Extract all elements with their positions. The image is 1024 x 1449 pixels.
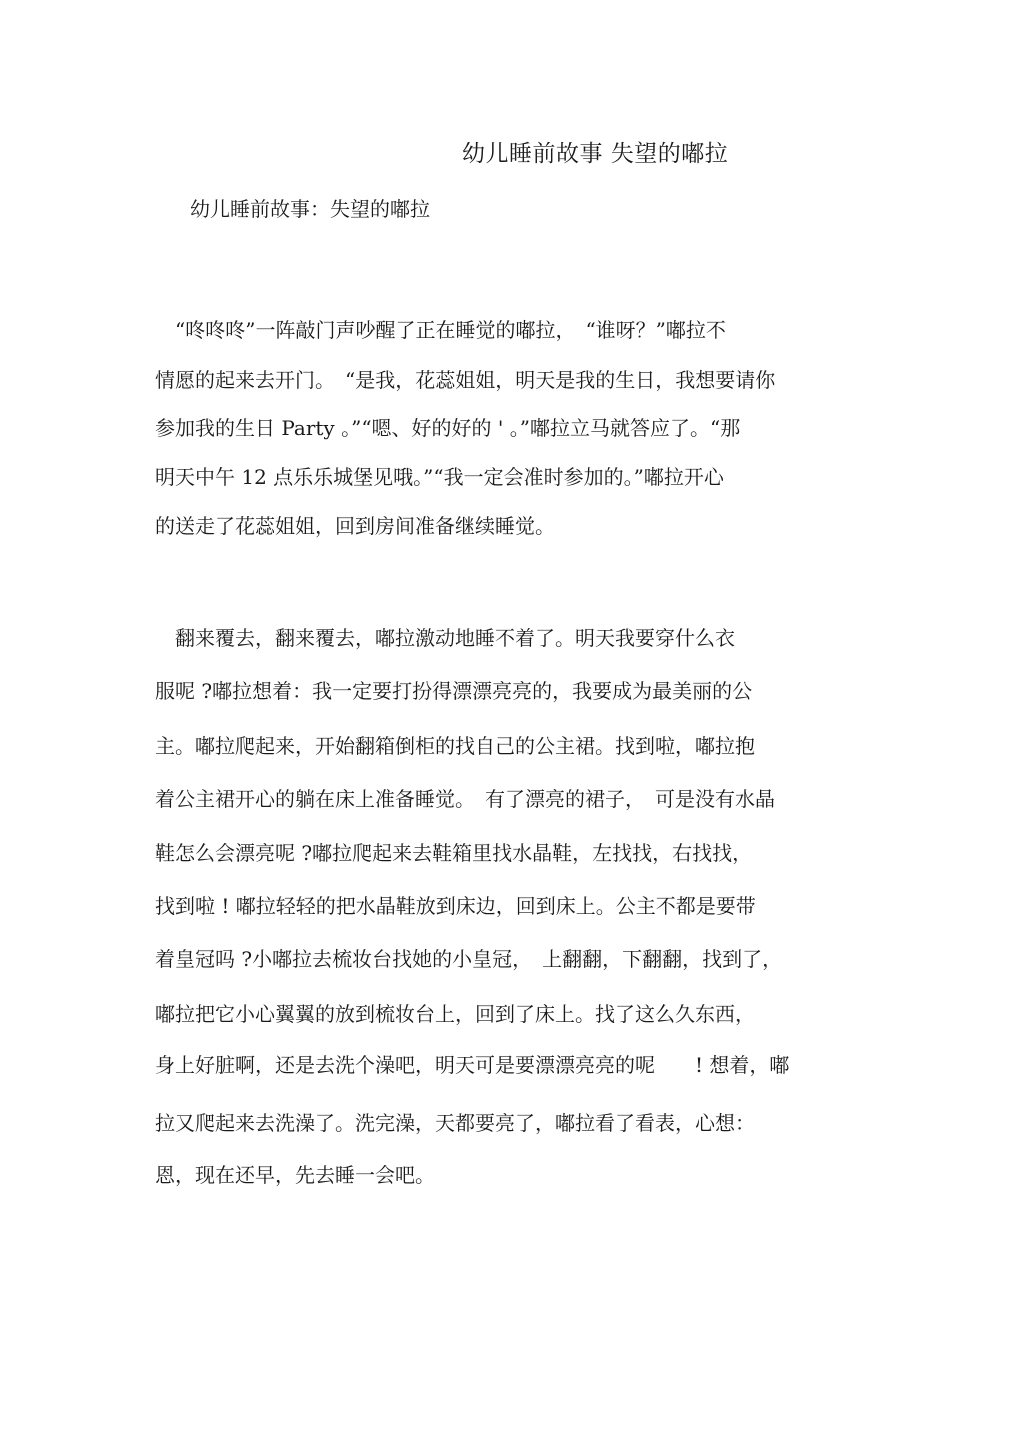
paragraph-line: 嘟拉把它小心翼翼的放到梳妆台上，回到了床上。找了这么久东西， — [155, 1002, 755, 1026]
paragraph-line: 参加我的生日 Party 。”“嗯、好的好的 ' 。”嘟拉立马就答应了。“那 — [155, 416, 741, 440]
document-title: 幼儿睡前故事 失望的嘟拉 — [462, 141, 729, 167]
document-subtitle: 幼儿睡前故事：失望的嘟拉 — [190, 197, 430, 221]
paragraph-line: “咚咚咚”一阵敲门声吵醒了正在睡觉的嘟拉， “谁呀？”嘟拉不 — [155, 318, 726, 342]
paragraph-line: 恩，现在还早，先去睡一会吧。 — [155, 1163, 435, 1187]
paragraph-line: 情愿的起来去开门。 “是我，花蕊姐姐，明天是我的生日，我想要请你 — [155, 368, 776, 392]
paragraph-line: 着皇冠吗 ?小嘟拉去梳妆台找她的小皇冠， 上翻翻，下翻翻，找到了， — [155, 947, 783, 971]
paragraph-line: 着公主裙开心的躺在床上准备睡觉。 有了漂亮的裙子， 可是没有水晶 — [155, 787, 775, 811]
paragraph-line: 主。嘟拉爬起来，开始翻箱倒柜的找自己的公主裙。找到啦，嘟拉抱 — [155, 734, 755, 758]
paragraph-line: 找到啦 ! 嘟拉轻轻的把水晶鞋放到床边，回到床上。公主不都是要带 — [155, 894, 756, 918]
paragraph-line: 的送走了花蕊姐姐，回到房间准备继续睡觉。 — [155, 514, 555, 538]
paragraph-line: 身上好脏啊，还是去洗个澡吧，明天可是要漂漂亮亮的呢 ! 想着，嘟 — [155, 1053, 790, 1077]
paragraph-line: 拉又爬起来去洗澡了。洗完澡，天都要亮了，嘟拉看了看表，心想： — [155, 1111, 755, 1135]
paragraph-line: 明天中午 12 点乐乐城堡见哦。”“我一定会准时参加的。”嘟拉开心 — [155, 465, 724, 489]
paragraph-line: 鞋怎么会漂亮呢 ?嘟拉爬起来去鞋箱里找水晶鞋，左找找，右找找， — [155, 841, 753, 865]
paragraph-line: 服呢 ?嘟拉想着：我一定要打扮得漂漂亮亮的，我要成为最美丽的公 — [155, 679, 753, 703]
paragraph-line: 翻来覆去，翻来覆去，嘟拉激动地睡不着了。明天我要穿什么衣 — [155, 626, 735, 650]
